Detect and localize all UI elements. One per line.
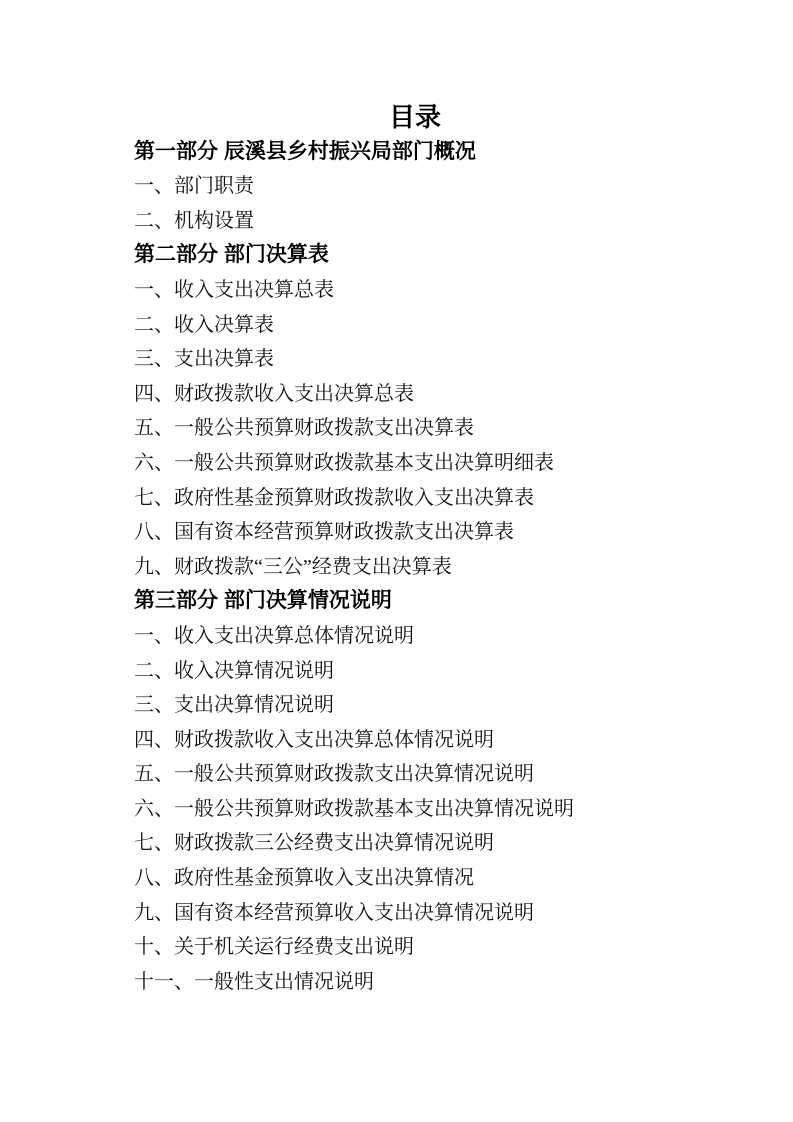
toc-item: 七、政府性基金预算财政拨款收入支出决算表 <box>134 486 534 509</box>
toc-item: 一、收入支出决算总体情况说明 <box>134 624 414 647</box>
toc-item: 六、一般公共预算财政拨款基本支出决算明细表 <box>134 451 554 474</box>
toc-title: 目录 <box>388 102 441 132</box>
part-heading: 第二部分 部门决算表 <box>134 243 329 267</box>
toc-item: 十一、一般性支出情况说明 <box>134 970 374 993</box>
toc-item: 一、收入支出决算总表 <box>134 278 334 301</box>
toc-item: 九、财政拨款“三公”经费支出决算表 <box>134 555 452 578</box>
toc-item: 二、收入决算情况说明 <box>134 659 334 682</box>
toc-item: 四、财政拨款收入支出决算总体情况说明 <box>134 728 494 751</box>
toc-sections <box>134 135 696 1000</box>
toc-item: 九、国有资本经营预算收入支出决算情况说明 <box>134 901 534 924</box>
toc-item: 一、部门职责 <box>134 175 254 198</box>
toc-item: 三、支出决算表 <box>134 348 274 371</box>
toc-item: 五、一般公共预算财政拨款支出决算情况说明 <box>134 763 534 786</box>
toc-item: 十、关于机关运行经费支出说明 <box>134 936 414 959</box>
toc-item: 六、一般公共预算财政拨款基本支出决算情况说明 <box>134 797 574 820</box>
toc-item: 七、财政拨款三公经费支出决算情况说明 <box>134 832 494 855</box>
table-of-contents <box>134 100 696 999</box>
part-heading: 第一部分 辰溪县乡村振兴局部门概况 <box>134 139 476 163</box>
toc-item: 五、一般公共预算财政拨款支出决算表 <box>134 417 474 440</box>
toc-item: 二、收入决算表 <box>134 313 274 336</box>
toc-item: 二、机构设置 <box>134 209 254 232</box>
toc-item: 八、政府性基金预算收入支出决算情况 <box>134 867 474 890</box>
toc-item: 三、支出决算情况说明 <box>134 694 334 717</box>
toc-item: 四、财政拨款收入支出决算总表 <box>134 382 414 405</box>
toc-item: 八、国有资本经营预算财政拨款支出决算表 <box>134 521 514 544</box>
part-heading: 第三部分 部门决算情况说明 <box>134 589 392 613</box>
